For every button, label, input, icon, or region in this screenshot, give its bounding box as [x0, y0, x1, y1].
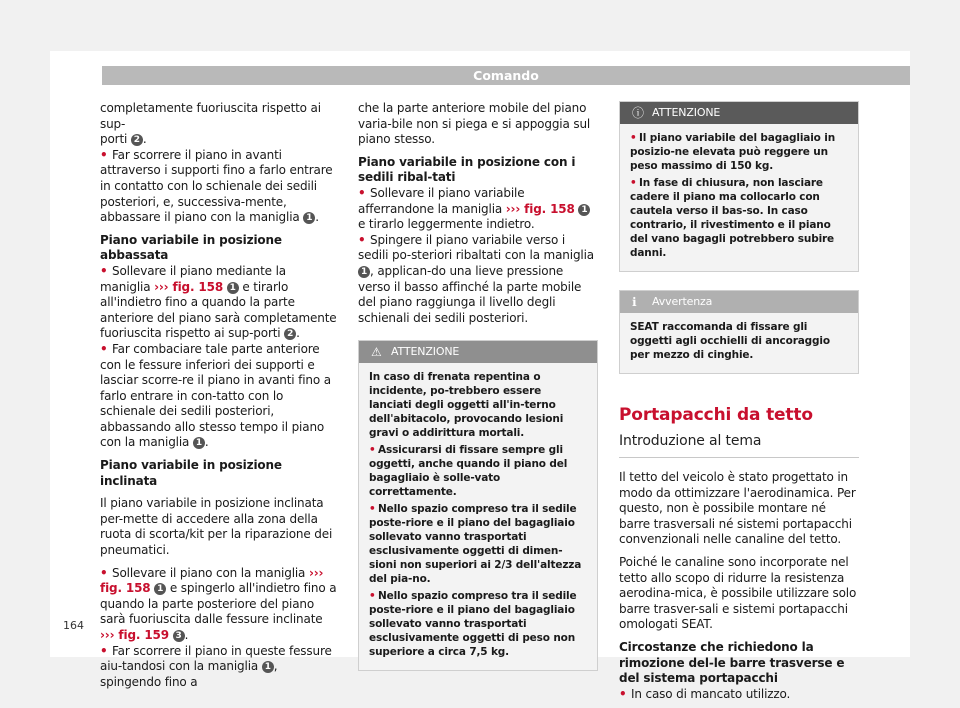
warning-triangle-icon: ⚠	[371, 345, 382, 360]
info-icon: ℹ	[632, 295, 637, 309]
warning-box-header	[359, 341, 597, 363]
section-subtitle: Introduzione al tema	[619, 433, 762, 449]
list-item	[100, 644, 340, 691]
list-item: • Far scorrere il piano in avanti attraverso i supporti fino a farlo entrare in contatto con lo schienale dei sedili posteriori, e, successiva-mente, abbassare il piano con la maniglia 1 .	[100, 147, 333, 225]
list-item	[358, 186, 598, 233]
text: e spingerlo all'indietro fino a quando la parte posteriore del piano sarà fuoriuscita dalle fessure inclinate	[100, 581, 337, 627]
text: Spingere il piano variabile verso i sedili po-steriori ribaltati con la maniglia	[358, 232, 594, 263]
section-header: Comando	[102, 66, 910, 85]
list-item	[358, 233, 598, 327]
text: Sollevare il piano con la maniglia	[112, 565, 306, 580]
figure-link[interactable]: ››› fig. 158	[100, 565, 324, 596]
paragraph: Il piano variabile in posizione inclinata per-mette di accedere alla zona della ruota di scorta/kit per la riparazione dei pneumatici.	[100, 496, 333, 558]
heading: Circostanze che richiedono la rimozione del-le barre trasverse e del sistema portapacchi	[619, 639, 845, 686]
column-3	[619, 101, 859, 702]
bullet-icon: •	[358, 232, 366, 247]
warning-item	[369, 443, 587, 499]
bullet-icon: •	[100, 263, 108, 278]
text: Nello spazio compreso tra il sedile poste-riore e il piano del bagagliaio sollevato vanno trasportati esclusivamente oggetti di dimen-sioni non superiori ai 2/3 dell'altezza del pia-no.	[369, 503, 582, 586]
section-title-block	[619, 404, 859, 458]
warning-title: ATTENZIONE	[652, 106, 721, 119]
page-number: 164	[63, 619, 84, 632]
callout-2: 2	[131, 134, 143, 146]
list-item: • Sollevare il piano mediante la maniglia ››› fig. 158 1 e tirarlo all'indietro fino a quando la parte anteriore del piano sarà completamente fuoriuscita rispetto ai sup-porti 2 .	[100, 263, 337, 341]
callout-1: 1	[154, 583, 166, 595]
figure-link[interactable]: ››› fig. 158	[505, 201, 575, 216]
warning-item	[369, 502, 587, 586]
text: Far scorrere il piano in avanti attraverso i supporti fino a farlo entrare in contatto con lo schienale dei sedili posteriori, e, successiva-mente, abbassare il piano con la maniglia	[100, 147, 333, 225]
bullet-icon: •	[369, 444, 376, 457]
note-box-header	[620, 291, 858, 313]
bullet-icon: •	[100, 341, 108, 356]
text: , applican-do una lieve pressione verso il basso affinché la parte mobile del piano raggiunga il livello degli schienali dei sedili posteriori.	[358, 263, 582, 325]
warning-box-content	[620, 124, 858, 271]
warning-box-content	[359, 363, 597, 670]
warning-text: In caso di frenata repentina o incidente, po-trebbero essere lanciati degli oggetti all'in-terno dell'abitacolo, provocando lesioni gravi o addirittura mortali.	[369, 371, 564, 440]
text: In fase di chiusura, non lasciare cadere il piano ma collocarlo con cautela verso il bas-so. In caso contrario, il rivestimento e il piano del vano bagagli potrebbero subire danni.	[630, 177, 835, 259]
paragraph: che la parte anteriore mobile del piano varia-bile non si piega e si appoggia sul piano stesso.	[358, 101, 591, 147]
bullet-icon: •	[369, 590, 376, 603]
note-text: SEAT raccomanda di fissare gli oggetti agli occhielli di ancoraggio per mezzo di cinghie.	[630, 321, 830, 361]
paragraph: Il tetto del veicolo è stato progettato in modo da ottimizzare l'aerodinamica. Per questo, non è possibile montare né barre trasversali né sistemi portapacchi convenzionali nelle canaline del tetto.	[619, 470, 856, 547]
warning-title: ATTENZIONE	[391, 345, 460, 359]
note-title: Avvertenza	[652, 295, 713, 308]
note-box-content	[620, 313, 858, 373]
figure-link[interactable]: ››› fig. 158	[154, 279, 224, 294]
callout-1: 1	[227, 282, 239, 294]
text: Sollevare il piano mediante la maniglia	[100, 263, 286, 294]
note-box	[619, 290, 859, 374]
warning-item	[369, 589, 587, 659]
warning-box-header	[620, 102, 858, 124]
heading: Piano variabile in posizione inclinata	[100, 458, 282, 488]
text: e tirarlo leggermente indietro.	[358, 217, 535, 232]
text: , spingendo fino a	[100, 659, 278, 689]
text: Far combaciare tale parte anteriore con le fessure inferiori dei supporti e lasciar scorre-re il piano in avanti fino a farlo entrare in con-tatto con lo schienale dei sedili posteriori, abbassando allo stesso tempo il piano con la maniglia	[100, 341, 331, 450]
callout-1: 1	[358, 266, 370, 278]
callout-1: 1	[303, 212, 315, 224]
text: completamente fuoriuscita rispetto ai sup-	[100, 101, 321, 131]
text: In caso di mancato utilizzo.	[631, 686, 791, 701]
bullet-icon: •	[100, 147, 108, 162]
callout-3: 3	[173, 630, 185, 642]
bullet-icon: •	[100, 643, 108, 658]
heading: Piano variabile in posizione abbassata	[100, 232, 282, 263]
callout-2: 2	[284, 328, 296, 340]
warning-circle-icon: ⓘ	[632, 106, 644, 120]
column-2	[358, 101, 598, 671]
warning-item	[630, 131, 848, 173]
text: e tirarlo all'indietro fino a quando la parte anteriore del piano sarà completamente fuoriuscita rispetto ai sup-porti	[100, 279, 337, 341]
bullet-icon: •	[369, 503, 376, 516]
callout-1: 1	[262, 661, 274, 673]
text: Sollevare il piano variabile afferrandone la maniglia	[358, 185, 525, 216]
heading: Piano variabile in posizione con i sedili ribal-tati	[358, 154, 576, 185]
text: Nello spazio compreso tra il sedile poste-riore e il piano del bagagliaio sollevato vanno trasportati esclusivamente oggetti di peso non superiore a circa 7,5 kg.	[369, 590, 577, 659]
callout-1: 1	[578, 204, 590, 216]
bullet-icon: •	[100, 565, 108, 580]
section-title: Portapacchi da tetto	[619, 405, 813, 425]
bullet-icon: •	[630, 132, 637, 144]
paragraph: completamente fuoriuscita rispetto ai sup- porti 2 .	[100, 101, 321, 147]
list-item: • Far combaciare tale parte anteriore con le fessure inferiori dei supporti e lasciar scorre-re il piano in avanti fino a farlo entrare in con-tatto con lo schienale dei sedili posteriori, abbassando allo stesso tempo il piano con la maniglia 1 .	[100, 341, 331, 450]
bullet-icon: •	[630, 177, 637, 189]
text: Assicurarsi di fissare sempre gli oggetti, anche quando il piano del bagagliaio è solle-vato correttamente.	[369, 444, 568, 499]
column-1	[100, 101, 340, 690]
text: Far scorrere il piano in queste fessure aiu-tandosi con la maniglia	[100, 643, 332, 674]
paragraph: Poiché le canaline sono incorporate nel tetto allo scopo di ridurre la resistenza aerodina-mica, è possibile utilizzare solo barre trasver-sali e sistemi portapacchi omologati SEAT.	[619, 554, 857, 632]
bullet-icon: •	[619, 686, 627, 701]
list-item: • Sollevare il piano con la maniglia ››› fig. 158 1 e spingerlo all'indietro fino a quando la parte posteriore del piano sarà fuoriuscita dalle fessure inclinate ››› fig. 159 3 .	[100, 565, 337, 642]
warning-box	[619, 101, 859, 272]
text: porti	[100, 132, 128, 147]
warning-box	[358, 340, 598, 671]
bullet-icon: •	[358, 185, 366, 200]
callout-1: 1	[193, 437, 205, 449]
figure-link[interactable]: ››› fig. 159	[100, 628, 169, 642]
list-item	[619, 687, 859, 703]
text: Il piano variabile del bagagliaio in posizio-ne elevata può reggere un peso massimo di 150 kg.	[630, 132, 836, 172]
warning-item	[630, 176, 848, 260]
page	[50, 51, 910, 701]
divider	[619, 457, 859, 458]
